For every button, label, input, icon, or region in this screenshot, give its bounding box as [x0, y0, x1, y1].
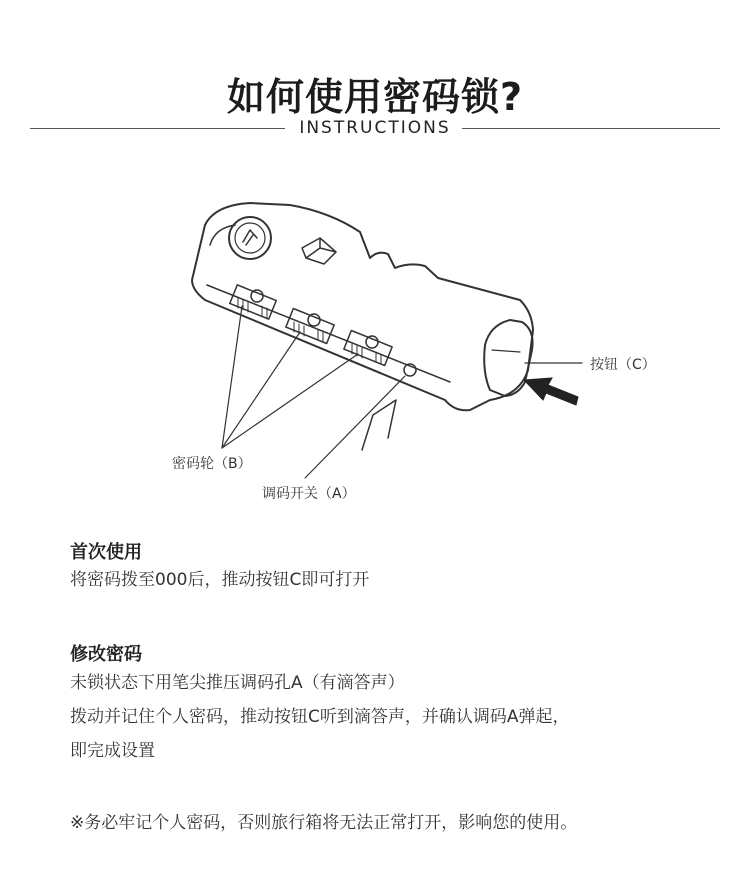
section2-line-2: 拨动并记住个人密码，推动按钮C听到滴答声，并确认调码A弹起， [70, 707, 570, 727]
pointer-b-2 [222, 332, 300, 448]
label-wheel-b: 密码轮（B） [172, 456, 252, 472]
section1-text: 将密码拨至000后，推动按钮C即可打开 [70, 570, 370, 590]
label-button-c: 按钮（C） [590, 357, 656, 373]
divider-right [462, 128, 720, 129]
push-arrow-icon [524, 378, 578, 405]
button-c [484, 320, 532, 396]
subtitle-row [30, 116, 720, 142]
section2-heading: 修改密码 [70, 644, 142, 665]
label-switch-a: 调码开关（A） [262, 486, 356, 502]
pen-tip-icon [362, 400, 396, 450]
warning-note: ※务必牢记个人密码，否则旅行箱将无法正常打开，影响您的使用。 [70, 813, 578, 833]
section1-heading: 首次使用 [70, 542, 142, 563]
page-title: 如何使用密码锁? [226, 75, 524, 119]
subtitle: INSTRUCTIONS [299, 118, 451, 138]
section2-line-1: 未锁状态下用笔尖推压调码孔A（有滴答声） [70, 673, 405, 693]
section2-line-3: 即完成设置 [70, 741, 155, 761]
lock-diagram [0, 170, 750, 520]
pointer-b-1 [222, 306, 242, 448]
diamond-icon [302, 238, 336, 264]
pointer-b-3 [222, 354, 358, 448]
